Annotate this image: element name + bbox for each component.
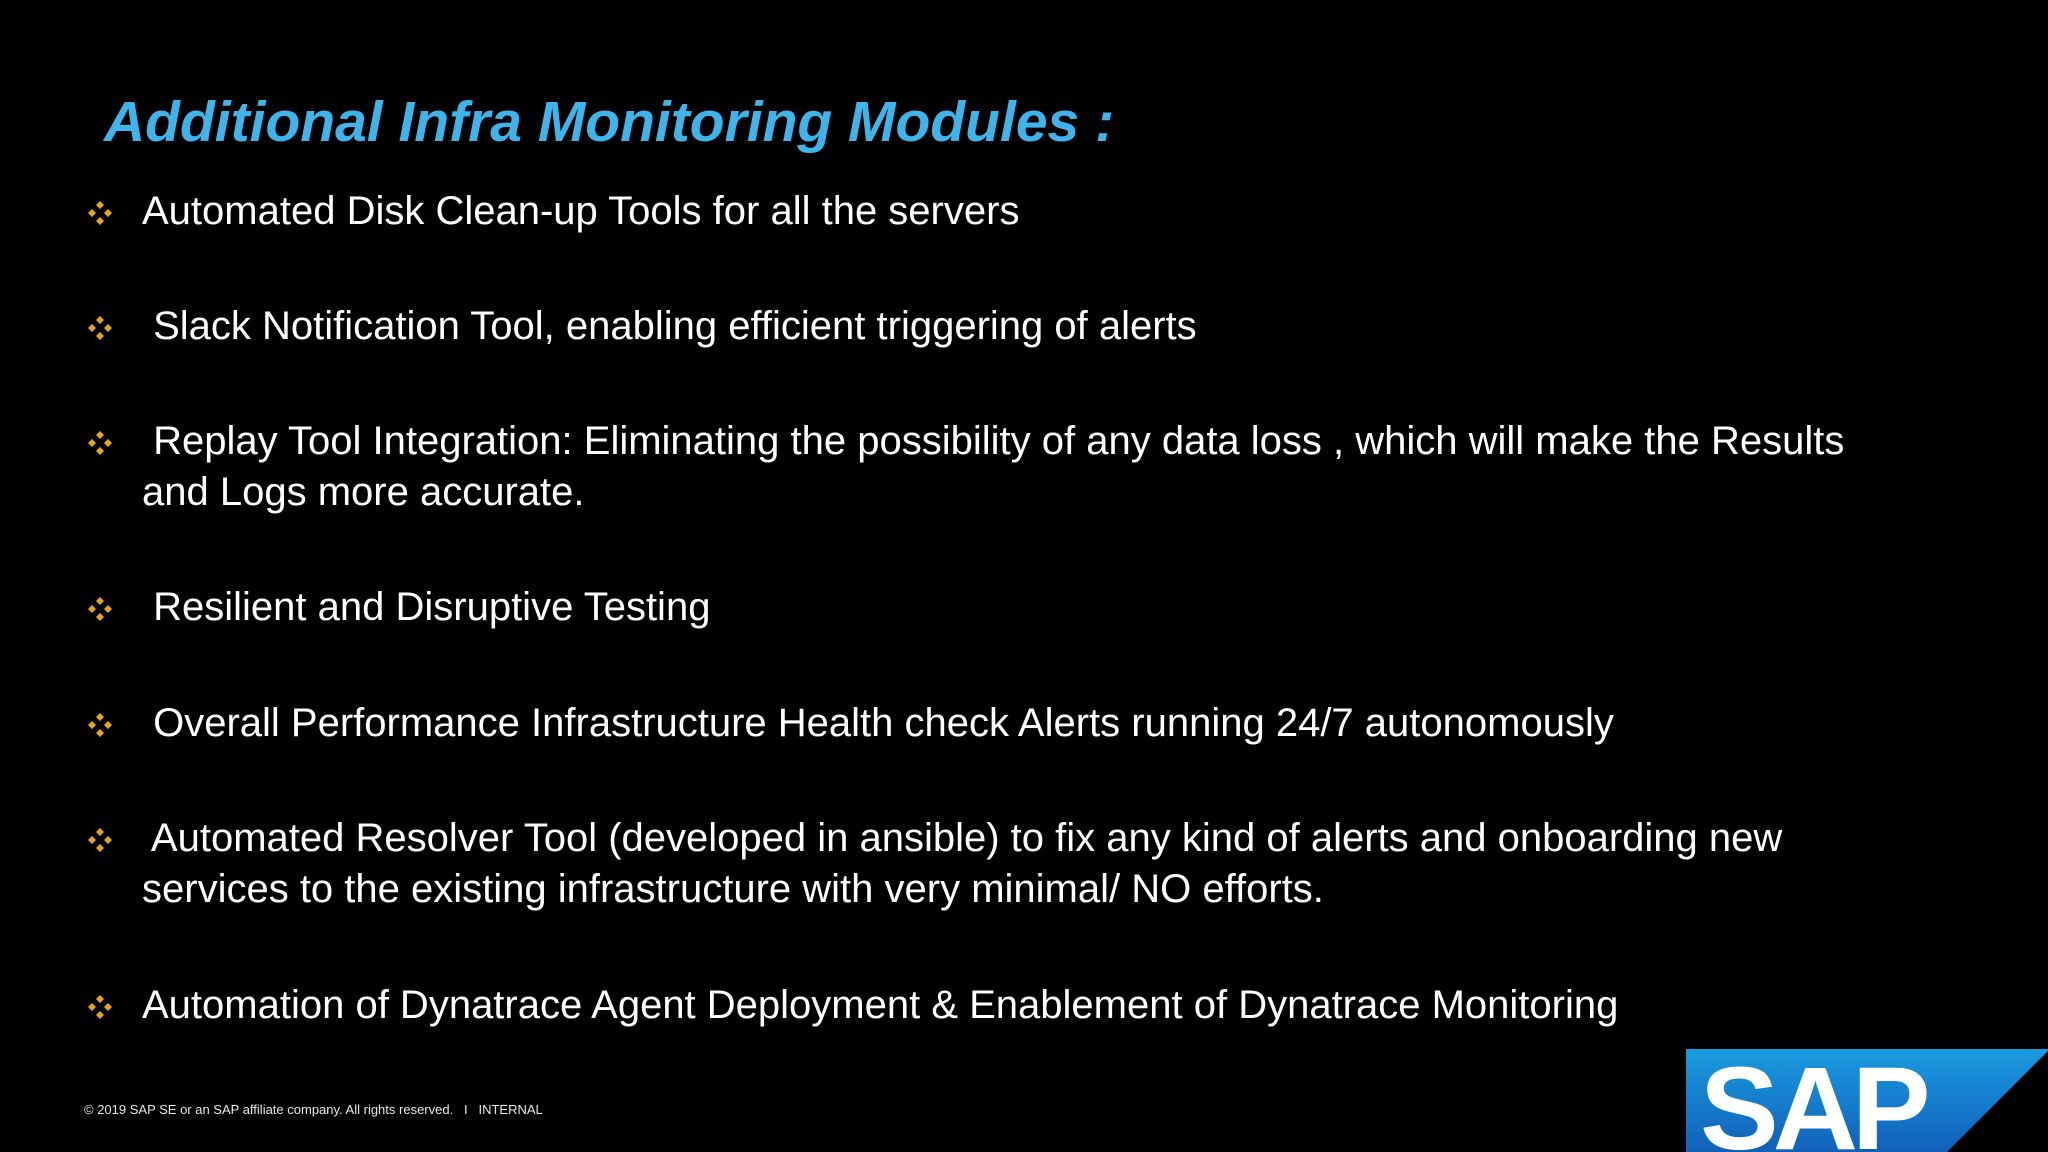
four-diamond-bullet-icon [85, 710, 115, 740]
bullet-text-line: Automated Resolver Tool (developed in ansible) to fix any kind of alerts and onboarding new [142, 816, 1783, 860]
four-diamond-bullet-icon [85, 992, 115, 1022]
bullet-text [142, 582, 1982, 633]
bullet-text-line: Slack Notification Tool, enabling efficient triggering of alerts [142, 304, 1197, 348]
sap-logo-text: SAP [1700, 1049, 1925, 1152]
bullet-text [142, 980, 1982, 1031]
sap-logo [1686, 1049, 2048, 1152]
four-diamond-bullet-icon [85, 825, 115, 855]
bullet-text-line: services to the existing infrastructure with very minimal/ NO efforts. [142, 867, 1324, 911]
four-diamond-bullet-icon [85, 313, 115, 343]
four-diamond-bullet-icon [85, 594, 115, 624]
four-diamond-bullet-icon [85, 428, 115, 458]
bullet-text-line: Overall Performance Infrastructure Health check Alerts running 24/7 autonomously [142, 701, 1614, 745]
bullet-text [142, 186, 1982, 237]
bullet-text [142, 698, 1982, 749]
bullet-text [142, 416, 1982, 518]
bullet-text-line: and Logs more accurate. [142, 470, 585, 514]
bullet-text-line: Automated Disk Clean-up Tools for all the servers [142, 189, 1020, 233]
copyright-footer: © 2019 SAP SE or an SAP affiliate company. All rights reserved. I INTERNAL [84, 1102, 543, 1117]
slide-title: Additional Infra Monitoring Modules : [104, 90, 1115, 154]
four-diamond-bullet-icon [85, 198, 115, 228]
bullet-text [142, 813, 1982, 915]
bullet-text-line: Automation of Dynatrace Agent Deployment & Enablement of Dynatrace Monitoring [142, 983, 1619, 1027]
bullet-text-line: Resilient and Disruptive Testing [142, 585, 711, 629]
bullet-text-line: Replay Tool Integration: Eliminating the possibility of any data loss , which will make the Results [142, 419, 1845, 463]
bullet-text [142, 301, 1982, 352]
